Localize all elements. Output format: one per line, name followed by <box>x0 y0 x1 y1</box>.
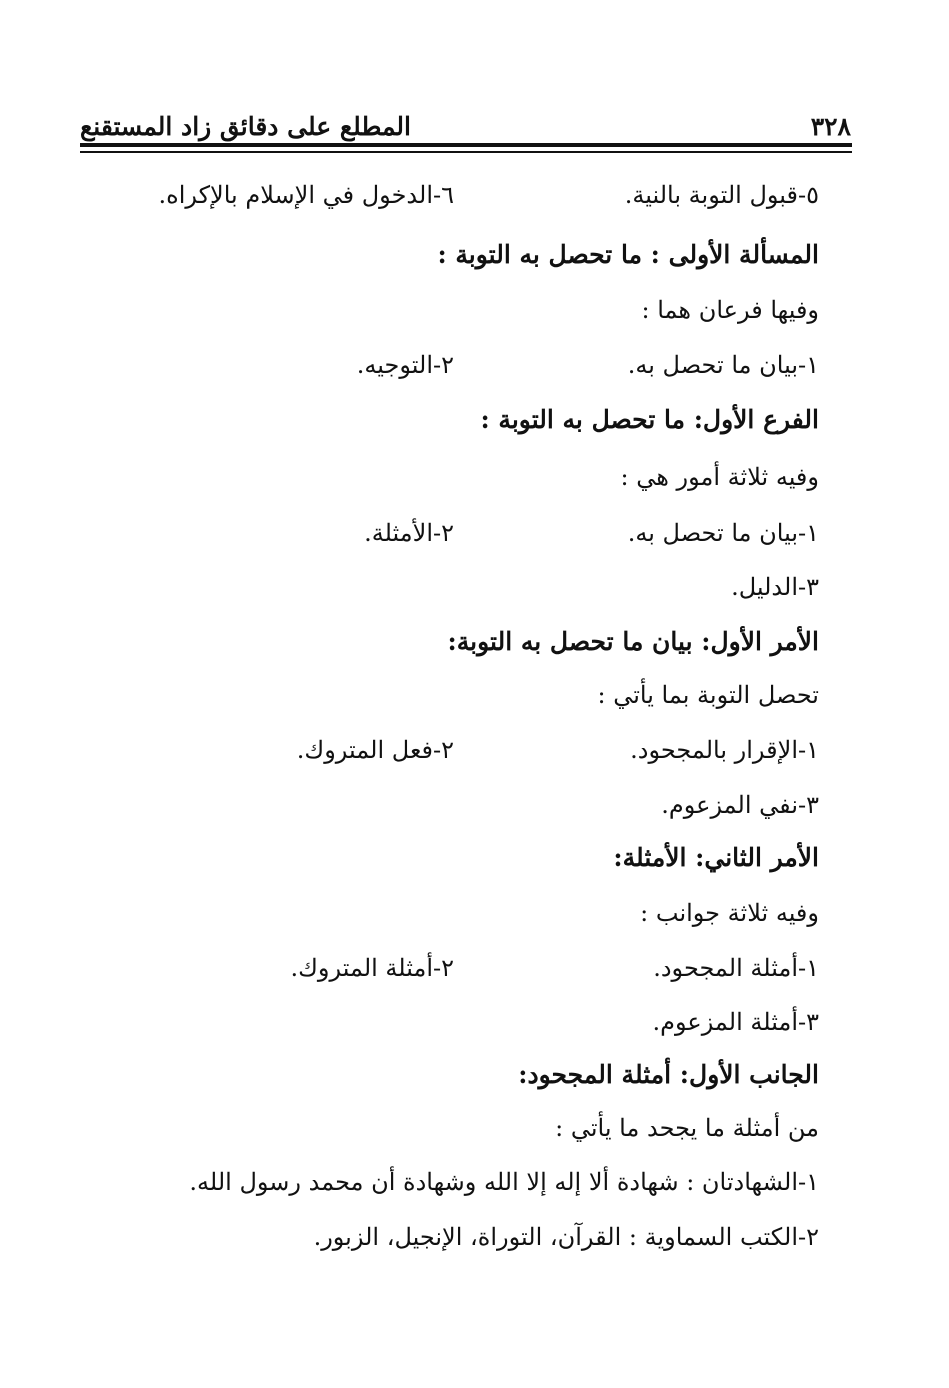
list-item: ٣-نفي المزعوم. <box>661 791 819 819</box>
list-item: ٣-أمثلة المزعوم. <box>652 1008 819 1036</box>
paragraph: من أمثلة ما يجحد ما يأتي : <box>555 1114 819 1142</box>
paragraph: وفيه ثلاثة أمور هي : <box>620 463 819 491</box>
list-item: ١-أمثلة المجحود. <box>653 954 819 982</box>
list-item: ٢-فعل المتروك. <box>296 736 454 764</box>
section-heading: الفرع الأول: ما تحصل به التوبة : <box>480 405 819 434</box>
list-item: ٦-الدخول في الإسلام بالإكراه. <box>158 181 454 209</box>
list-item: ١-بيان ما تحصل به. <box>627 519 819 547</box>
list-item: ٢-الكتب السماوية : القرآن، التوراة، الإنجيل، الزبور. <box>313 1223 819 1251</box>
list-item: ١-الشهادتان : شهادة ألا إله إلا الله وشهادة أن محمد رسول الله. <box>189 1168 819 1196</box>
paragraph: وفيه ثلاثة جوانب : <box>640 899 819 927</box>
paragraph: وفيها فرعان هما : <box>641 296 819 324</box>
header-rule-thick <box>80 143 852 147</box>
list-item: ٢-أمثلة المتروك. <box>290 954 454 982</box>
list-item: ٥-قبول التوبة بالنية. <box>624 181 819 209</box>
list-item: ١-بيان ما تحصل به. <box>627 351 819 379</box>
section-heading: الأمر الأول: بيان ما تحصل به التوبة: <box>447 627 819 656</box>
paragraph: تحصل التوبة بما يأتي : <box>597 681 819 709</box>
section-heading: الأمر الثاني: الأمثلة: <box>613 843 819 872</box>
running-header-title: المطلع على دقائق زاد المستقنع <box>80 112 411 141</box>
page-number: ٣٢٨ <box>810 112 851 141</box>
section-heading: المسألة الأولى : ما تحصل به التوبة : <box>437 240 819 269</box>
header-rule-thin <box>80 151 852 153</box>
section-heading: الجانب الأول: أمثلة المجحود: <box>518 1060 819 1089</box>
list-item: ١-الإقرار بالمجحود. <box>630 736 819 764</box>
list-item: ٣-الدليل. <box>731 573 819 601</box>
list-item: ٢-التوجيه. <box>356 351 454 379</box>
list-item: ٢-الأمثلة. <box>364 519 454 547</box>
